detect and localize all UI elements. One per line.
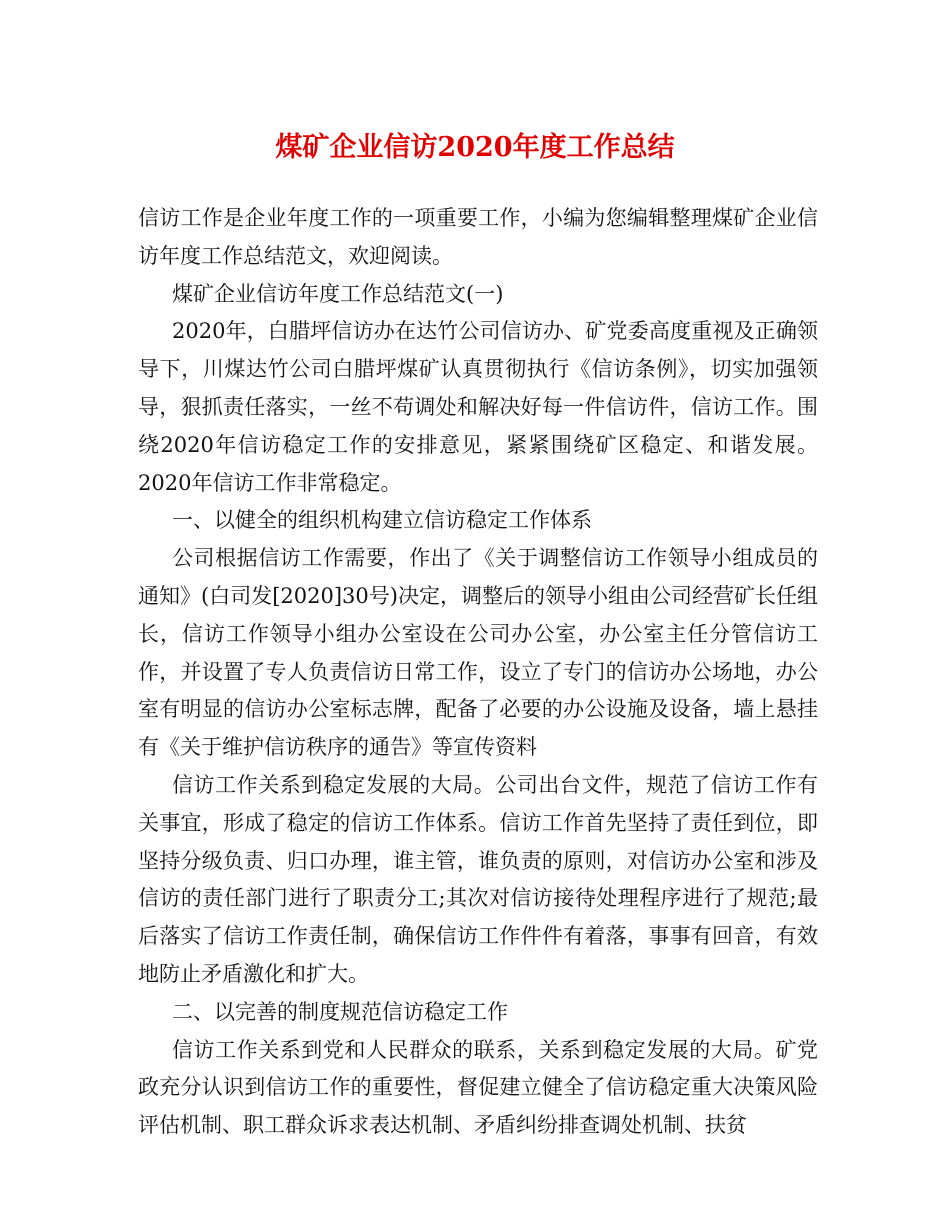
body-paragraph: 公司根据信访工作需要，作出了《关于调整信访工作领导小组成员的通知》(白司发[2020]30号)决定，调整后的领导小组由公司经营矿长任组长，信访工作领导小组办公室设在公司办公室，办公室主任分管信访工作，并设置了专人负责信访日常工作，设立了专门的信访办公场地，办公室有明显的信访办公室标志牌，配备了必要的办公设施及设备，墙上悬挂有《关于维护信访秩序的通告》等宣传资料 <box>138 546 818 760</box>
body-paragraph: 信访工作关系到稳定发展的大局。公司出台文件，规范了信访工作有关事宜，形成了稳定的信访工作体系。信访工作首先坚持了责任到位，即坚持分级负责、归口办理，谁主管，谁负责的原则，对信访办公室和涉及信访的责任部门进行了职责分工;其次对信访接待处理程序进行了规范;最后落实了信访工作责任制，确保信访工作件件有着落，事事有回音，有效地防止矛盾激化和扩大。 <box>138 772 818 986</box>
section-heading-one: 一、以健全的组织机构建立信访稳定工作体系 <box>172 508 592 533</box>
document-body <box>138 200 818 1145</box>
body-paragraph: 2020年，白腊坪信访办在达竹公司信访办、矿党委高度重视及正确领导下，川煤达竹公司白腊坪煤矿认真贯彻执行《信访条例》，切实加强领导，狠抓责任落实，一丝不苟调处和解决好每一件信访件，信访工作。围绕2020年信访稳定工作的安排意见，紧紧围绕矿区稳定、和谐发展。2020年信访工作非常稳定。 <box>138 319 818 495</box>
section-heading-two: 二、以完善的制度规范信访稳定工作 <box>172 999 508 1024</box>
body-paragraph: 信访工作关系到党和人民群众的联系，关系到稳定发展的大局。矿党政充分认识到信访工作的重要性，督促建立健全了信访稳定重大决策风险评估机制、职工群众诉求表达机制、矛盾纠纷排查调处机制、扶贫 <box>138 1037 818 1138</box>
section-heading-sample-one: 煤矿企业信访年度工作总结范文(一) <box>172 281 504 306</box>
document-title: 煤矿企业信访2020年度工作总结 <box>275 132 675 163</box>
intro-paragraph: 信访工作是企业年度工作的一项重要工作，小编为您编辑整理煤矿企业信访年度工作总结范文，欢迎阅读。 <box>138 206 818 268</box>
